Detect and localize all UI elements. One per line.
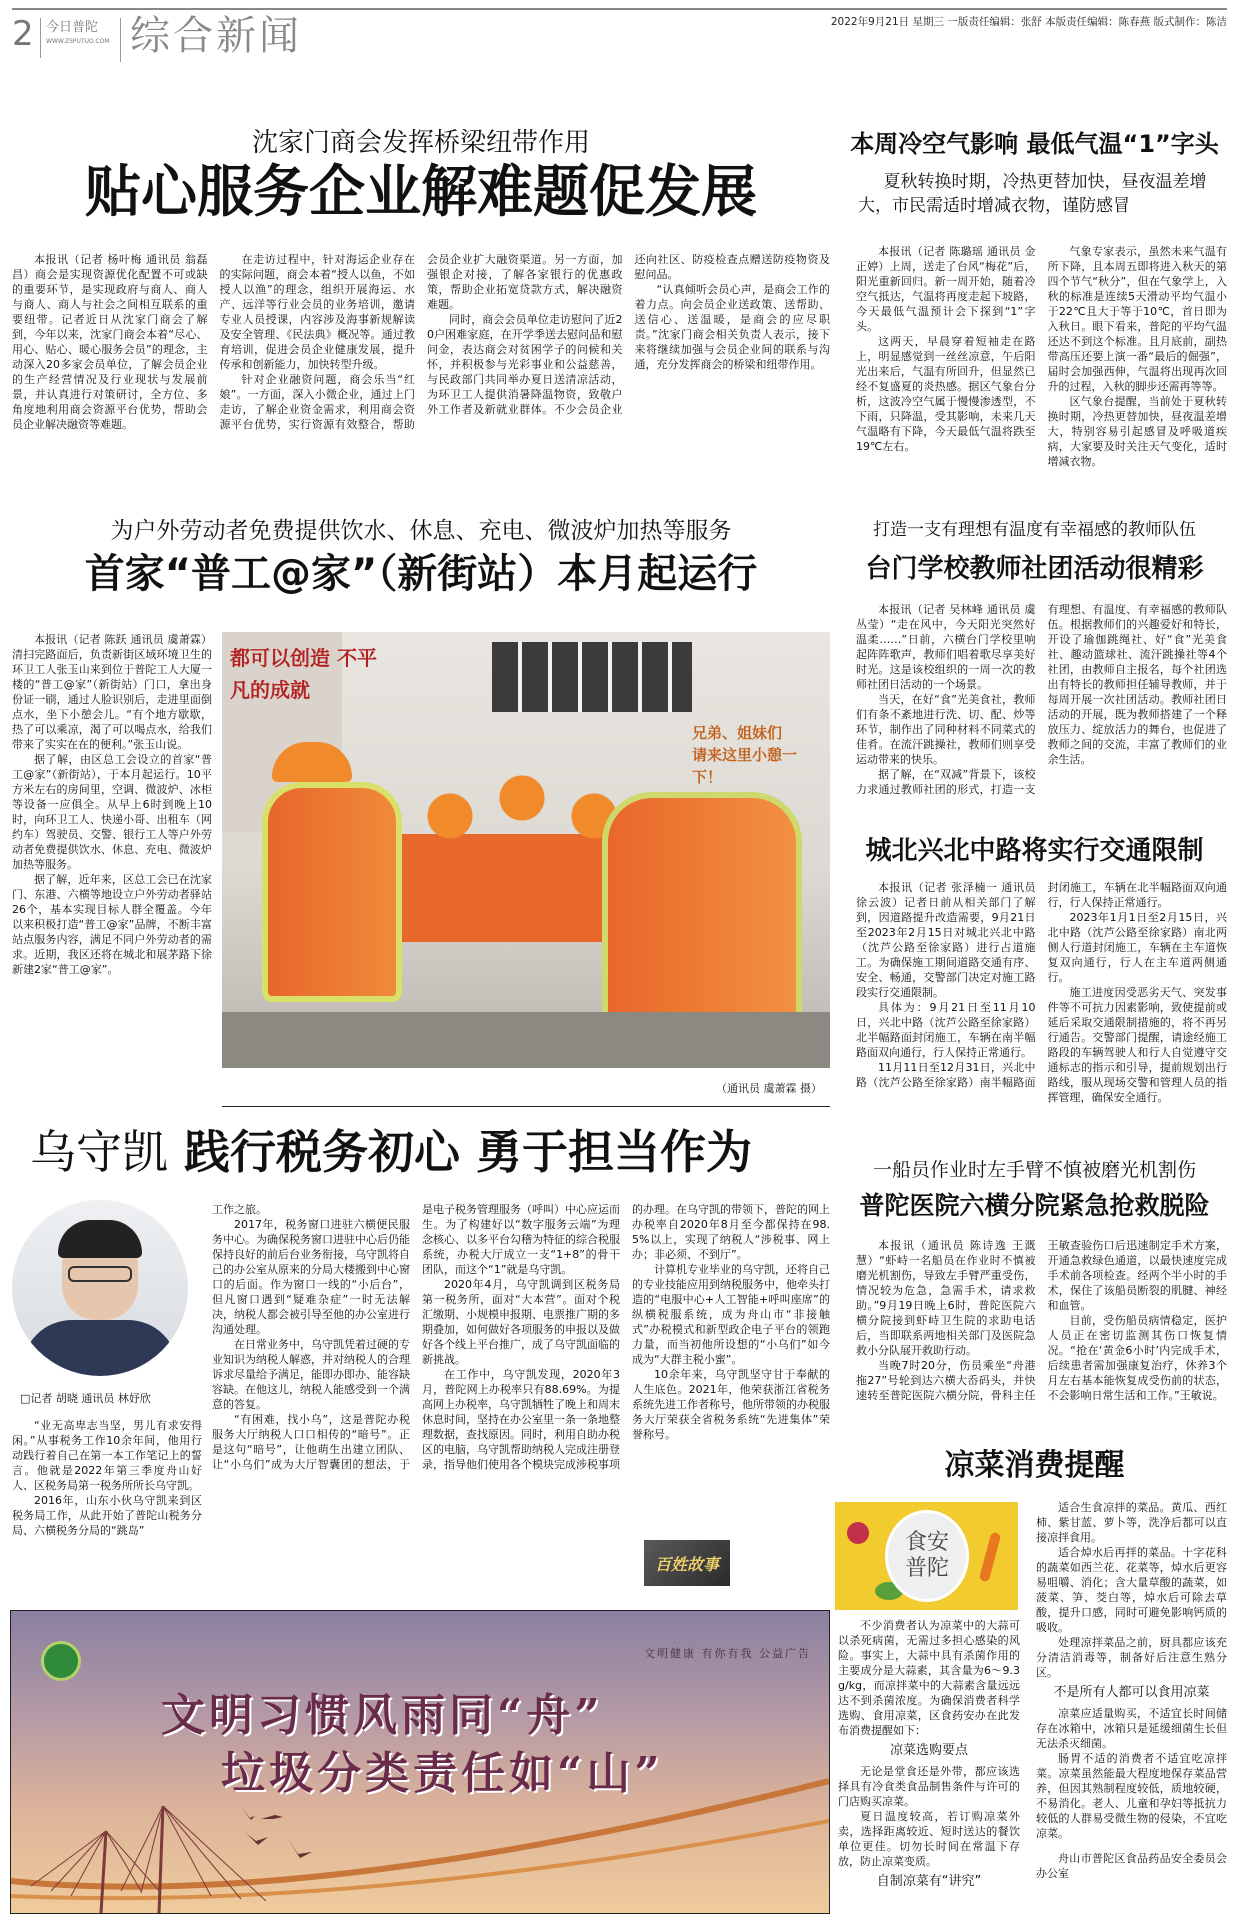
hospital-headline: 普陀医院六横分院紧急抢救脱险 (859, 1191, 1210, 1220)
hair (58, 1220, 142, 1258)
plate-logo (885, 1510, 969, 1602)
subheading: 不是所有人都可以食用凉菜 (1053, 1685, 1210, 1700)
a2-body (12, 632, 212, 977)
ad-line-2: 垃圾分类责任如“山” (221, 1748, 664, 1799)
paragraph: 工作之旅。 (212, 1203, 267, 1216)
hospital-kicker: 一船员作业时左手臂不慎被磨光机割伤 (872, 1159, 1196, 1181)
public-service-ad (10, 1610, 830, 1914)
paragraph: 据了解，由区总工会设立的首家“普工@家”（新街站），于本月起运行。10平方米左右的房间里，空调、微波炉、冰柜等设备一应俱全。从早上6时到晚上10时，向环卫工人、快递小哥、出租车（网约车）驾驶员、交警、银行工人等户外劳动者免费提供饮水、休息、充电、微波炉加热等服务。 (12, 753, 212, 871)
paragraph: 适合生食凉拌的菜品。黄瓜、西红柿、紫甘蓝、萝卜等，洗净后都可以直接凉拌食用。 (1036, 1501, 1227, 1544)
photo-wall (492, 642, 692, 712)
cold-headline: 凉菜消费提醒 (944, 1448, 1125, 1483)
tax-body-left (12, 1418, 202, 1538)
paragraph: 2017年，税务窗口进驻六横便民服务中心。为确保税务窗口进驻中心后仍能保持良好的前后台业务衔接，乌守凯将自己的办公室从原来的分局大楼搬到中心窗口的后面。作为窗口一线的“小后台”，但凡窗口遇到“疑难杂症”一时无法解决，纳税人都会被引导至他的办公室进行沟通处理。 (212, 1218, 410, 1336)
floor (222, 1012, 830, 1068)
paragraph: 针对企业融资问题，商会乐当“红娘”。一方面，深入小微企业，通过上门走访，了解企业资金需求，利用商会资源平台优势，实行资源有效整合，帮助会员企业扩大融资渠道。另一方面，加强银企对接，了解各家银行的优惠政策，帮助企业拓宽贷款方式，解决融资难题。 (219, 253, 623, 431)
paragraph: 在工作中，乌守凯发现，2020年3月，普陀网上办税率只有88.69%。为提高网上办税率，乌守凯牺牲了晚上和周末休息时间，坚持在办公室里一条一条地整理数据，查找原因。同时，利用自助办税区的电脑，乌守凯帮助纳税人完成注册登录，指导他们使用各个模块完成涉税事项的办理。在乌守凯的带领下，普陀的网上办税率自2020年8月至今都保持在98.5%以上，实现了纳税人“涉税事、网上办；非必须、不到厅”。 (422, 1203, 830, 1471)
paragraph: 本报讯（记者 张泽楠一 通讯员 徐云波）记者日前从相关部门了解到，因道路提升改造需要，9月21日至2023年2月15日对城北兴北中路（沈芦公路至徐家路）进行占道施工。为确保施工期间道路交通有序、安全、畅通，交警部门决定对施工路段实行交通限制。 (856, 881, 1036, 999)
teacher-body (856, 602, 1227, 797)
paragraph: “业无高卑志当坚，男儿有求安得闲。”从事税务工作10余年间，他用行动践行着自己在第一本工作笔记上的誓言。他就是2022年第三季度舟山好人、区税务局第一税务所所长乌守凯。 (12, 1419, 202, 1492)
story-badge: 百姓故事 (644, 1540, 730, 1586)
uniform (22, 1320, 178, 1376)
divider (120, 18, 121, 62)
tax-byline: □记者 胡晓 通讯员 林妤欣 (20, 1392, 151, 1405)
subheading: 凉菜选购要点 (889, 1743, 968, 1758)
vegetable (847, 1522, 869, 1544)
glasses (68, 1266, 132, 1282)
paragraph: 据了解，近年来，区总工会已在沈家门、东港、六横等地设立户外劳动者驿站26个，基本实现目标人群全覆盖。今年以来积极打造“普工@家”品牌，不断丰富站点服务内容，满足不同户外劳动者的需求。近期，我区还将在城北和展茅路下徐新建2家“普工@家”。 (12, 873, 212, 976)
traffic-headline: 城北兴北中路将实行交通限制 (865, 836, 1204, 866)
paragraph: 2023年1月1日至2月15日，兴北中路（沈芦公路至徐家路）南北两侧人行道封闭施工，车辆在主车道恢复双向通行，行人在主车道两侧通行。 (1047, 911, 1227, 984)
dateline: 2022年9月21日 星期三 一版责任编辑：张舒 本版责任编辑：陈春燕 版式制作：陈洁 (830, 16, 1227, 28)
plate-text-2: 普陀 (904, 1556, 949, 1581)
wall-slogan: 都可以创造 不平凡的成就 (230, 646, 377, 702)
paragraph: 11月11日至12月31日，兴北中路（沈芦公路至徐家路）南半幅路面封闭施工，车辆在北半幅路面双向通行，行人保持正常通行。 (856, 881, 1227, 1089)
weather-body (856, 244, 1227, 469)
workers-photo (222, 632, 830, 1068)
a2-headline: 首家“普工@家”（新街站）本月起运行 (84, 551, 758, 597)
paragraph: 当晚7时20分，伤员乘坐“舟港拖27”号轮到达六横大岙码头，并快速转至普陀医院六横分院，骨科主任王敏查验伤口后迅速制定手术方案，开通急救绿色通道，以最快速度完成手术前各项检查。经两个半小时的手术，保住了该船员断裂的肌腱、神经和血管。 (856, 1239, 1227, 1402)
top-rule (12, 8, 1227, 10)
teacher-kicker: 打造一支有理想有温度有幸福感的教师队伍 (873, 520, 1196, 540)
tax-headline (30, 1122, 830, 1182)
paragraph: “有困难，找小乌”，这是普陀办税服务大厅纳税人口口相传的“暗号”。正是这句“暗号”，让他萌生出建立团队、让“小乌们”成为大厅智囊团的想法，于是电子税务管理服务（呼叫）中心应运而生。为了构建好以“数字服务云端”为理念核心、以多平台勾稽为特征的综合税服系统，办税大厅成立一支“1+8”的骨干团队，而这个“1”就是乌守凯。 (212, 1203, 620, 1471)
a2-kicker: 为户外劳动者免费提供饮水、休息、充电、微波炉加热等服务 (110, 518, 732, 544)
logo-url: WWW.ZSPUTUO.COM (46, 38, 110, 45)
carrot (979, 1532, 1002, 1583)
paragraph: 目前，受伤船员病情稳定，医护人员正在密切监测其伤口恢复情况。“抢在‘黄金6小时’内完成手术，后续患者需加强康复治疗，休养3个月左右基本能恢复成受伤前的状态，不会影响日常生活和工作。”王敏说。 (1047, 1314, 1227, 1402)
divider (222, 1106, 830, 1107)
paragraph: 同时，商会会员单位走访慰问了近20户困难家庭，在开学季送去慰问品和慰问金，表达商会对贫困学子的问候和关怀，并积极参与光彩事业和公益慈善，与民政部门共同举办夏日送清凉活动，为环卫工人提供消暑降温物资，致敬户外工作者及新就业群体。不少会员企业还向社区、防疫检查点赠送防疫物资及慰问品。 (427, 253, 830, 416)
paragraph: 这两天，早晨穿着短袖走在路上，明显感觉到一丝丝凉意，午后阳光出来后，气温有所回升，但显然已经不复盛夏的炎热感。据区气象台分析，这波冷空气属于慢慢渗透型，不下雨，只降温，受其影响，未来几天气温略有下降，今天最低气温将跌至19℃左右。 (856, 335, 1036, 453)
weather-headline: 本周冷空气影响 最低气温“1”字头 (850, 130, 1219, 158)
paragraph: 计算机专业毕业的乌守凯，还将自己的专业技能应用到纳税服务中，他牵头打造的“电服中心+人工智能+呼叫座席”的纵横税服系统，成为舟山市“非接触式”办税模式和新型政企电子平台的领跑力量，而当初他所设想的“小乌们”如今成为“大群主税小蜜”。 (632, 1263, 830, 1366)
paragraph: 夏日温度较高，若订购凉菜外卖，选择距离较近、短时送达的餐饮单位更佳。切勿长时间在常温下存放，防止凉菜变质。 (838, 1810, 1020, 1868)
divider (40, 18, 41, 58)
logo: 今日普陀 (46, 20, 99, 35)
tax-headline-rest: 践行税务初心 勇于担当作为 (184, 1125, 753, 1179)
paragraph: 区气象台提醒，当前处于夏秋转换时期，冷热更替加快，昼夜温差增大，特别容易引起感冒及呼吸道疾病，大家要及时关注天气变化，适时增减衣物。 (1047, 395, 1227, 468)
cold-body-left (838, 1618, 1020, 1895)
paragraph: 无论是堂食还是外带，都应该选择具有冷食类食品制售条件与许可的门店购买凉菜。 (838, 1765, 1020, 1808)
signature: 舟山市普陀区食品药品安全委员会办公室 (1036, 1852, 1227, 1880)
teacher-headline: 台门学校教师社团活动很精彩 (865, 554, 1204, 584)
paragraph: 不少消费者认为凉菜中的大蒜可以杀死病菌，无需过多担心感染的风险。事实上，大蒜中具有杀菌作用的主要成分是大蒜素，其含量为6～9.3g/kg，而凉拌菜中的大蒜素含量远远达不到杀菌浓度。为确保消费者科学选购、食用凉菜，区食药安办在此发布消费提醒如下： (838, 1619, 1020, 1737)
paragraph: 在走访过程中，针对海运企业存在的实际问题，商会本着“授人以鱼，不如授人以渔”的理念，组织开展海运、水产、远洋等行业会员的业务培训，邀请专业人员授课，内容涉及海事新规解读及安全管理、《民法典》概况等。通过教育培训，促进会员企业健康发展，提升传承和创新能力，加快转型升级。 (219, 253, 415, 371)
plate-text-1: 食安 (904, 1530, 949, 1555)
hospital-body (856, 1238, 1227, 1403)
paragraph: 肠胃不适的消费者不适宜吃凉拌菜。凉菜虽然能最大程度地保存菜品营养，但因其熟制程度较低，质地较硬，不易消化。老人、儿童和孕妇等抵抗力较低的人群易受微生物的侵染，不宜吃凉菜。 (1036, 1752, 1227, 1840)
weather-deck: 夏秋转换时期，冷热更替加快，昼夜温差增大，市民需适时增减衣物，谨防感冒 (858, 172, 1207, 216)
worker-vest (602, 792, 802, 1022)
a1-headline: 贴心服务企业解难题促发展 (85, 160, 757, 225)
section-title: 综合新闻 (130, 13, 302, 59)
rest-sign: 兄弟、姐妹们 请来这里小憩一下！ (692, 724, 798, 786)
ad-tagline: 文明健康 有你有我 公益广告 (644, 1647, 811, 1660)
food-safety-image (835, 1502, 1018, 1610)
paragraph: 本报讯（记者 陈璐瑶 通讯员 金正婷）上周，送走了台风“梅花”后，阳光重新回归。新一周开始，随着冷空气抵达，气温将再度走起下坡路，今天最低气温预计会下探到“1”字头。 (856, 245, 1036, 333)
paragraph: 处理凉拌菜品之前，厨具都应该充分清洁消毒等，制备好后注意生熟分区。 (1036, 1636, 1227, 1679)
paragraph: 本报讯（记者 陈跃 通讯员 虞萧霖）清扫完路面后，负责新街区域环境卫生的环卫工人张玉山来到位于普陀工人大厦一楼的“普工@家”（新街站）门口，拿出身份证一刷，通过人脸识别后，走进里面倒点水，坐下小憩会儿。“有个地方歇歇，热了可以乘凉，渴了可以喝点水，给我们带来了实实在在的便利。”张玉山说。 (12, 633, 212, 751)
paragraph: 本报讯（记者 吴林峰 通讯员 虞丛莹）“走在风中，今天阳光突然好温柔……”日前，六横台门学校里响起阵阵歌声，教师们唱着歌尽享美好时光。这是该校组织的一周一次的教师社团日活动的一个场景。 (856, 603, 1036, 691)
a1-body (12, 252, 830, 432)
paragraph: 本报讯（记者 杨叶梅 通讯员 翁磊昌）商会是实现资源优化配置不可或缺的重要环节，是实现政府与商人、商人与商人、商人与社会之间相互联系的重要纽带。记者近日从沈家门商会了解到，今年以来，沈家门商会本着“尽心、用心、贴心、暖心服务会员”的理念，主动深入20多家会员单位，了解会员企业的生产经营情况及行业现状与发展前景，并认真进行对策研讨，全方位、多角度地利用商会资源平台优势，帮助会员企业解决融资等难题。 (12, 253, 208, 431)
paragraph: 2020年4月，乌守凯调到区税务局第一税务所，面对“大本营”。面对个税汇缴期、小规模申报期、电票推广期的多期叠加，如何做好各项服务的申报以及做好各个线上平台推广，成了乌守凯面临的新挑战。 (422, 1278, 620, 1366)
paragraph: 施工进度因受恶劣天气、突发事件等不可抗力因素影响，致使提前或延后采取交通限制措施的，将不再另行通告。交警部门提醒，请途经施工路段的车辆驾驶人和行人自觉遵守交通标志的指示和引导，提前规划出行路线，服从现场交警和管理人员的指挥管理，确保安全通行。 (1047, 986, 1227, 1104)
paragraph: 本报讯（通讯员 陈诗逸 王溉慧）“虾峙一名船员在作业时不慎被磨光机割伤，导致左手臂严重受伤，情况较为危急，急需手术，请求救助。”9月19日晚上6时，普陀医院六横分院接到虾峙卫生院的求助电话后，当即联系两地相关部门及医院急救小分队展开救助行动。 (856, 1239, 1036, 1357)
ad-line-1: 文明习惯风雨同“舟” (161, 1690, 604, 1741)
paragraph: 据了解，在“双减”背景下，该校力求通过教师社团的形式，打造一支有理想、有温度、有幸福感的教师队伍。根据教师们的兴趣爱好和特长，开设了瑜伽跳绳社、好“食”光美食社、趣动篮球社、流汗跳操社等4个社团，由教师自主报名，每个社团选出有特长的教师担任辅导教师，并于每周开展一次社团活动。教师社团日活动的开展，既为教师搭建了一个释放压力、绽放活力的舞台，也促进了教师之间的交流，丰富了教师们的业余生活。 (856, 603, 1227, 796)
paragraph: 适合焯水后再拌的菜品。十字花科的蔬菜如西兰花、花菜等，焯水后更容易咀嚼、消化；含大量草酸的蔬菜，如菠菜、笋、茭白等，焯水后可除去草酸，提升口感，同时可避免影响钙质的吸收。 (1036, 1546, 1227, 1634)
page-number: 2 (12, 14, 34, 54)
a2-photo-caption: （通讯员 虞萧霖 摄） (716, 1082, 822, 1095)
tax-body-right (212, 1202, 830, 1472)
cold-body-right (1036, 1500, 1227, 1881)
portrait-photo (12, 1200, 188, 1376)
paragraph: 当天，在好“食”光美食社，教师们有条不紊地进行洗、切、配、炒等环节，制作出了同种材料不同菜式的佳肴。在流汗跳操社，教师们则享受运动带来的快乐。 (856, 693, 1036, 766)
paragraph: 具体为：9月21日至11月10日，兴北中路（沈芦公路至徐家路）北半幅路面封闭施工，车辆在南半幅路面双向通行，行人保持正常通行。 (856, 1001, 1036, 1059)
paragraph: 2016年，山东小伙乌守凯来到区税务局工作，从此开始了普陀山税务分局、六横税务分局的“跳岛” (12, 1494, 202, 1537)
paragraph: “认真倾听会员心声，是商会工作的着力点。向会员企业送政策、送帮助、送信心、送温暖，是商会的应尽职责。”沈家门商会相关负责人表示，接下来将继续加强与会员企业间的联系与沟通，充分发挥商会的桥梁和纽带作用。 (634, 283, 830, 371)
paragraph: 在日常业务中，乌守凯凭着过硬的专业知识为纳税人解惑，并对纳税人的合理诉求尽量给予满足，能即办即办、能容缺容缺。在他这儿，纳税人能感受到一个满意的答复。 (212, 1338, 410, 1411)
subheading: 自制凉菜有“讲究” (876, 1874, 982, 1889)
worker-vest (262, 782, 402, 1002)
paragraph: 气象专家表示，虽然未来气温有所下降，且本周五即将进入秋天的第四个节气“秋分”，但在气象学上，入秋的标准是连续5天滑动平均气温小于22℃且大于等于10℃，首日即为入秋日。眼下看来，普陀的平均气温还达不到这个标准。且月底前，副热带高压还要上演一番“最后的倔强”，届时会加强西伸，气温将出现再次回升的过程，入秋的脚步还需再等等。 (1047, 245, 1227, 393)
tax-headline-name: 乌守凯 (30, 1125, 168, 1179)
paragraph: 凉菜应适量购买，不适宜长时间储存在冰箱中，冰箱只是延缓细菌生长但无法杀灭细菌。 (1036, 1707, 1227, 1750)
bridge-illustration (11, 1611, 829, 1913)
paragraph: 10余年来，乌守凯坚守甘于奉献的人生底色。2021年，他荣获浙江省税务系统先进工作者称号，他所带领的办税服务大厅荣获全省税务系统“先进集体”荣誉称号。 (632, 1368, 830, 1441)
a1-kicker: 沈家门商会发挥桥梁纽带作用 (251, 128, 590, 158)
traffic-body (856, 880, 1227, 1105)
